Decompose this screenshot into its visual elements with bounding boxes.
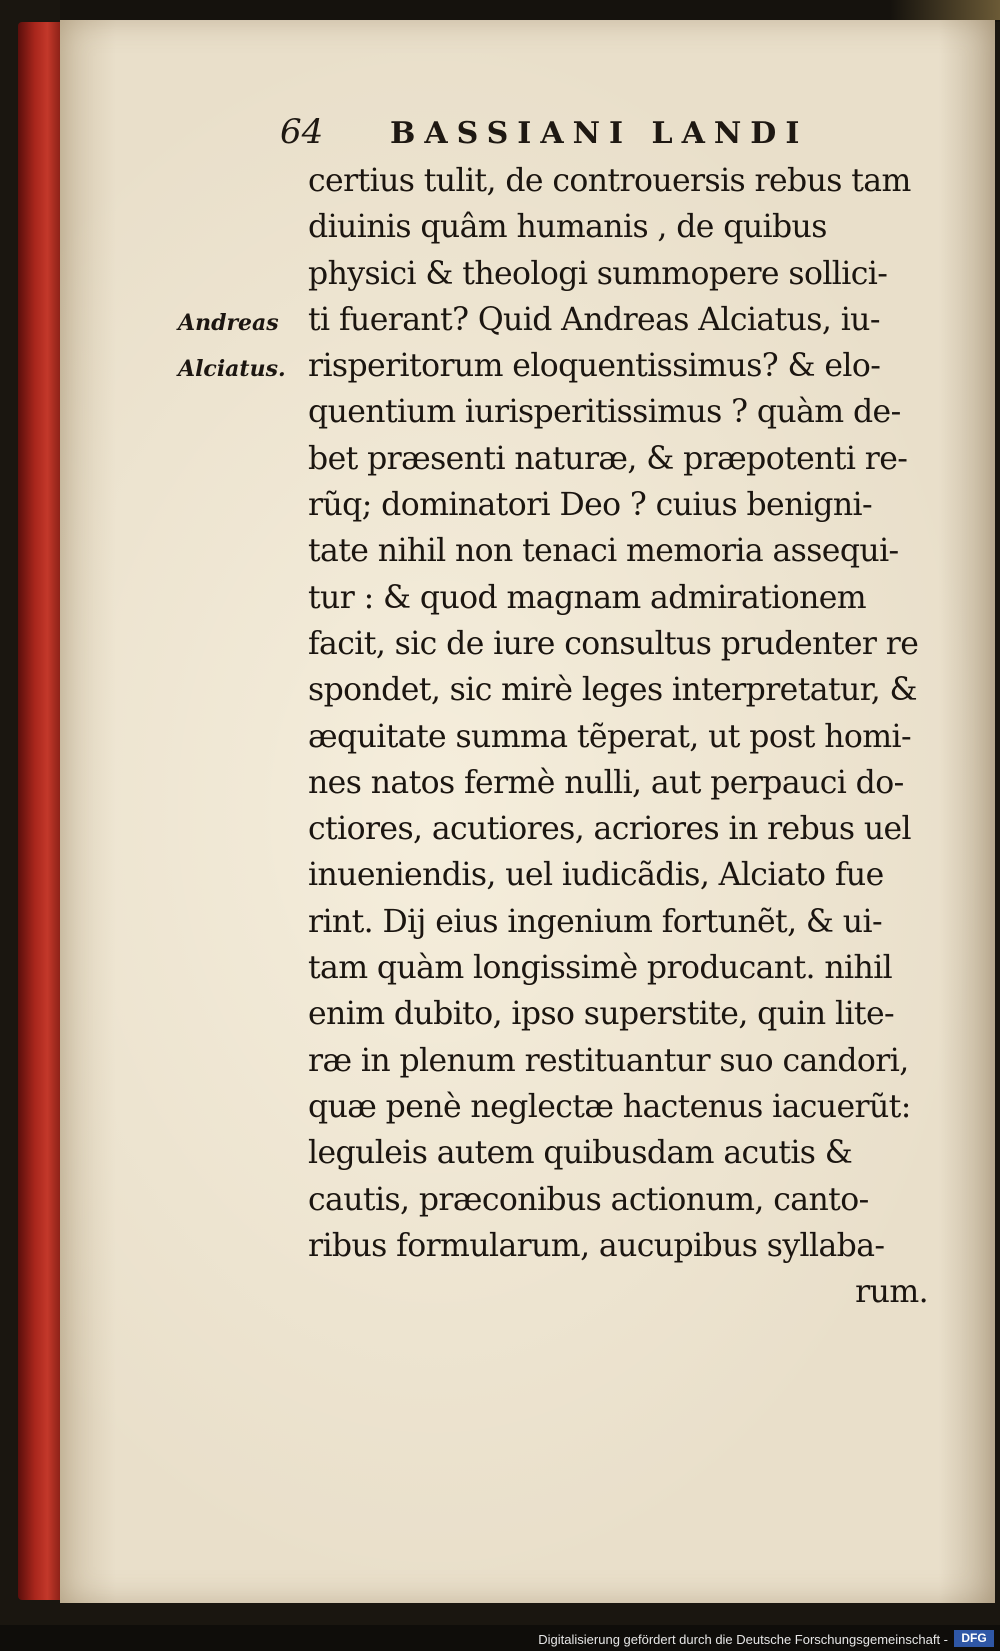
marginal-note-line: Andreas — [178, 310, 279, 336]
text-line: tur : & quod magnam admirationem — [308, 579, 867, 616]
top-shadow — [60, 0, 1000, 22]
text-line: rint. Dij eius ingenium fortunẽt, & ui- — [308, 903, 882, 940]
text-line: ræ in plenum restituantur suo candori, — [308, 1042, 909, 1079]
body-text — [308, 158, 950, 1315]
text-line: cautis, præconibus actionum, canto- — [308, 1181, 869, 1218]
text-line: ctiores, acutiores, acriores in rebus uel — [308, 811, 912, 848]
text-line: tam quàm longissimè producant. nihil — [308, 950, 893, 987]
catchword: rum. — [855, 1274, 928, 1311]
text-line: facit, sic de iure consultus prudenter re — [308, 625, 919, 662]
dfg-logo: DFG — [954, 1630, 994, 1647]
page-number: 64 — [280, 112, 324, 152]
running-head: BASSIANI LANDI — [390, 116, 809, 151]
footer-bar — [0, 1625, 1000, 1651]
text-line: æquitate summa tẽperat, ut post homi- — [308, 718, 912, 755]
text-line: quæ penè neglectæ hactenus iacuerũt: — [308, 1088, 911, 1125]
text-line: certius tulit, de controuersis rebus tam — [308, 163, 911, 199]
book-edge — [18, 22, 60, 1600]
corner-stain — [890, 0, 1000, 20]
text-line: spondet, sic mirè leges interpretatur, & — [308, 672, 917, 709]
text-line: quentium iurisperitissimus ? quàm de- — [308, 394, 901, 431]
text-line: rũq; dominatori Deo ? cuius benigni- — [308, 487, 873, 524]
text-line: diuinis quâm humanis , de quibus — [308, 209, 827, 246]
text-line: physici & theologi summopere sollici- — [308, 255, 888, 292]
text-line: enim dubito, ipso superstite, quin lite- — [308, 996, 895, 1033]
text-line: tate nihil non tenaci memoria assequi- — [308, 533, 899, 570]
marginal-note — [178, 300, 298, 392]
text-line: risperitorum eloquentissimus? & elo- — [308, 348, 881, 385]
funding-credit: Digitalisierung gefördert durch die Deutsche Forschungsgemeinschaft - — [538, 1632, 948, 1647]
text-line: ribus formularum, aucupibus syllaba- — [308, 1227, 885, 1264]
text-line: leguleis autem quibusdam acutis & — [308, 1135, 853, 1172]
page-header — [280, 112, 900, 158]
marginal-note-line: Alciatus. — [178, 356, 286, 382]
text-line: ti fuerant? Quid Andreas Alciatus, iu- — [308, 301, 880, 338]
text-line: inueniendis, uel iudicãdis, Alciato fue — [308, 857, 884, 894]
text-line: bet præsenti naturæ, & præpotenti re- — [308, 440, 908, 477]
text-line: nes natos fermè nulli, aut perpauci do- — [308, 764, 904, 801]
